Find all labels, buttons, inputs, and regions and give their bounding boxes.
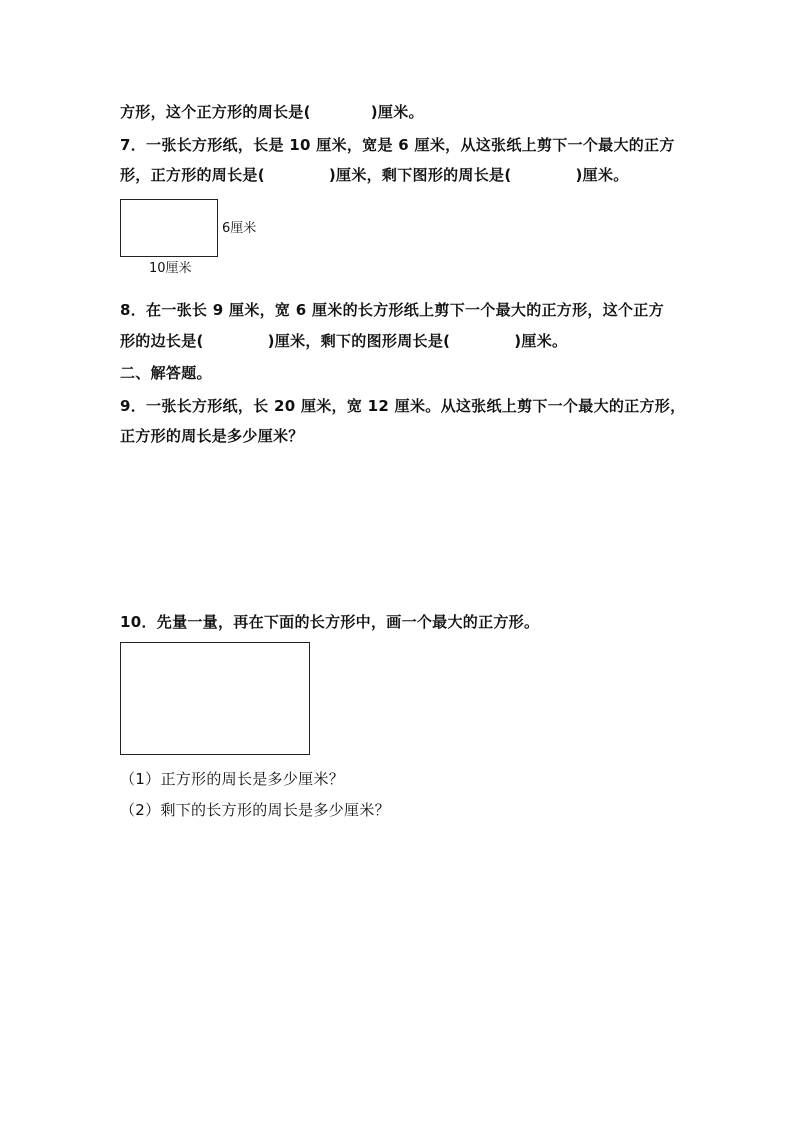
q9-line-1: 9．一张长方形纸，长 20 厘米，宽 12 厘米。从这张纸上剪下一个最大的正方形， <box>120 397 686 415</box>
q7-text-b: )厘米，剩下图形的周长是( <box>328 166 512 184</box>
q6-tail-text-b: )厘米。 <box>370 103 424 121</box>
q10-line-1: 10．先量一量，再在下面的长方形中，画一个最大的正方形。 <box>120 613 540 631</box>
q7-text-c: )厘米。 <box>575 166 629 184</box>
q8-text-b: )厘米，剩下的图形周长是( <box>267 332 451 350</box>
q9-line-2: 正方形的周长是多少厘米？ <box>120 427 304 445</box>
q10-rectangle-figure[interactable] <box>120 642 310 755</box>
q8-line-1: 8．在一张长 9 厘米，宽 6 厘米的长方形纸上剪下一个最大的正方形，这个正方 <box>120 301 664 319</box>
q7-rectangle-figure <box>120 199 218 257</box>
q7-line-2 <box>120 165 629 185</box>
q7-width-label: 6厘米 <box>222 221 257 236</box>
q8-text-c: )厘米。 <box>514 332 568 350</box>
q7-length-label: 10厘米 <box>149 261 192 276</box>
q10-subquestion-2: （2）剩下的长方形的周长是多少厘米？ <box>120 801 390 819</box>
q10-subquestion-1: （1）正方形的周长是多少厘米？ <box>120 770 345 788</box>
q6-tail-line <box>120 102 424 122</box>
q7-text-a: 形，正方形的周长是( <box>120 166 265 184</box>
q7-line-1: 7．一张长方形纸，长是 10 厘米，宽是 6 厘米，从这张纸上剪下一个最大的正方 <box>120 136 675 154</box>
q8-text-a: 形的边长是( <box>120 332 204 350</box>
q6-tail-text-a: 方形，这个正方形的周长是( <box>120 103 311 121</box>
q8-line-2 <box>120 331 567 351</box>
section-2-title: 二、解答题。 <box>120 364 212 382</box>
